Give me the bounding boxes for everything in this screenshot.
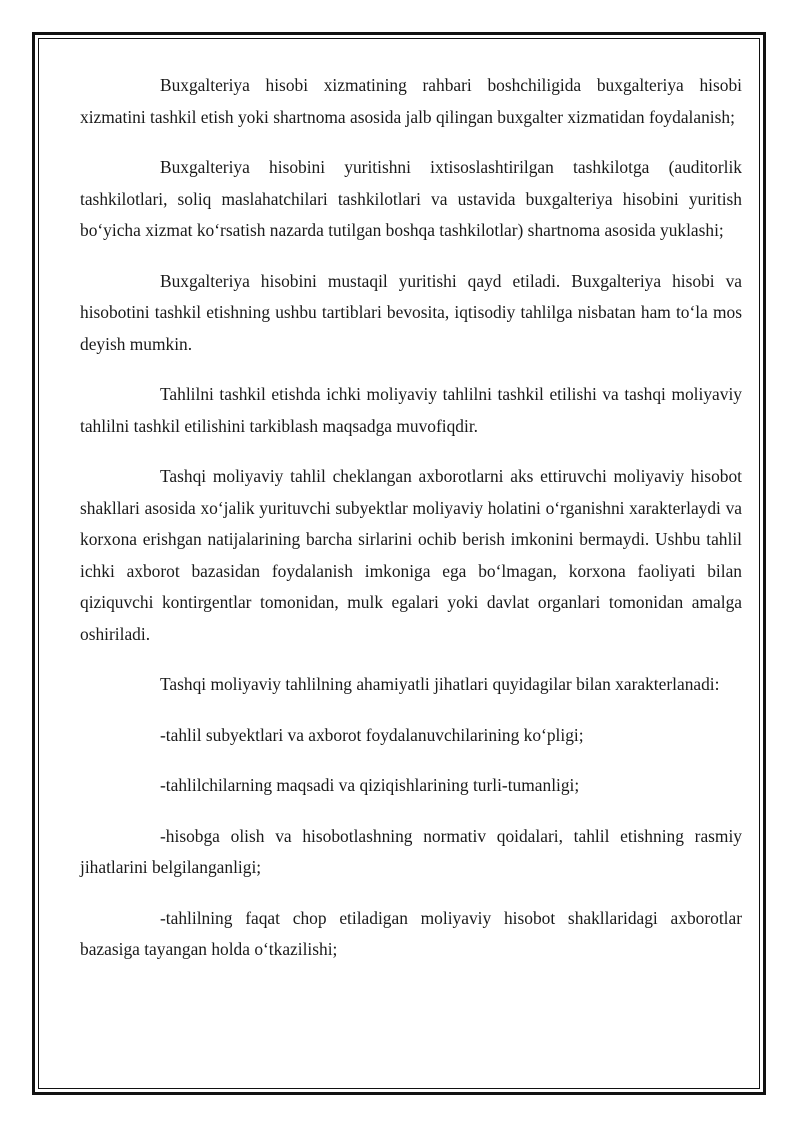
list-item-published-reports: -tahlilning faqat chop etiladigan moliyaviy hisobot shakllaridagi axborotlar bazasiga tayangan holda o‘tkazilishi; <box>80 907 742 959</box>
document-body <box>80 70 742 985</box>
paragraph-external-analysis: Tashqi moliyaviy tahlil cheklangan axborotlarni aks ettiruvchi moliyaviy hisobot shakllari asosida xo‘jalik yurituvchi subyektlar moliyaviy holatini o‘rganishni xarakterlaydi va korxona erishgan natijalarining barcha sirlarini ochib berish imkonini bermaydi. Ushbu tahlil ichki axborot bazasidan foydalanish imkoniga ega bo‘lmagan, korxona faoliyati bilan qiziquvchi kontirgentlar tomonidan, mulk egalari yoki davlat organlari tomonidan amalga oshiriladi. <box>80 466 742 644</box>
list-item-normative-rules: -hisobga olish va hisobotlashning normativ qoidalari, tahlil etishning rasmiy jihatlarini belgilanganligi; <box>80 825 742 877</box>
paragraph-independent-accounting: Buxgalteriya hisobini mustaqil yuritishi qayd etiladi. Buxgalteriya hisobi va hisobotini tashkil etishning ushbu tartiblari bevosita, iqtisodiy tahlilga nisbatan ham to‘la mos deyish mumkin. <box>80 270 742 354</box>
list-item-goals: -tahlilchilarning maqsadi va qiziqishlarining turli-tumanligi; <box>160 775 580 795</box>
paragraph-accounting-service: Buxgalteriya hisobi xizmatining rahbari boshchiligida buxgalteriya hisobi xizmatini tashkil etish yoki shartnoma asosida jalb qilingan buxgalter xizmatidan foydalanish; <box>80 75 742 127</box>
paragraph-analysis-organization: Tahlilni tashkil etishda ichki moliyaviy tahlilni tashkil etilishi va tashqi moliyaviy tahlilni tashkil etilishini tarkiblash maqsadga muvofiqdir. <box>80 384 742 436</box>
list-item-subjects: -tahlil subyektlari va axborot foydalanuvchilarining ko‘pligi; <box>160 724 584 745</box>
paragraph-outsourced-accounting: Buxgalteriya hisobini yuritishni ixtisoslashtirilgan tashkilotga (auditorlik tashkilotlari, soliq maslahatchilari tashkilotlari va ustavida buxgalteriya hisobini yuritish bo‘yicha xizmat ko‘rsatish nazarda tutilgan boshqa tashkilotlar) shartnoma asosida yuklashi; <box>80 157 742 240</box>
paragraph-external-analysis-features: Tashqi moliyaviy tahlilning ahamiyatli jihatlari quyidagilar bilan xarakterlanadi: <box>160 674 720 694</box>
